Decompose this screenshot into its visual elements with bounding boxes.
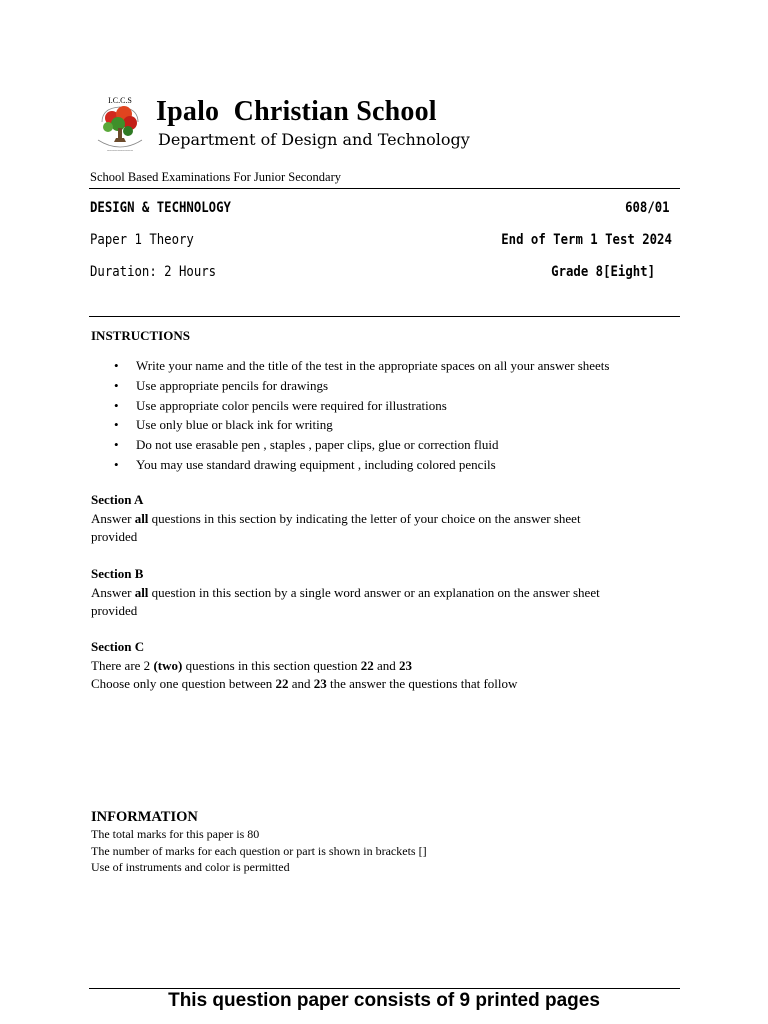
exam-type: School Based Examinations For Junior Secondary [90,170,342,184]
information-title: INFORMATION [91,809,198,825]
bullet-icon: • [114,417,119,433]
department-name: Department of Design and Technology [158,130,470,149]
list-item: • Use only blue or black ink for writing [114,415,609,435]
instructions-list [114,356,609,475]
logo-text: I.C.C.S [108,96,132,105]
list-item: • Write your name and the title of the test in the appropriate spaces on all your answer sheets [114,356,609,376]
subject-title: DESIGN & TECHNOLOGY [90,200,231,216]
section-b-text-2: provided [91,603,138,618]
section-a-title: Section A [91,492,144,507]
svg-text:~~~~~~~~~~~~: ~~~~~~~~~~~~ [107,148,133,153]
duration: Duration: 2 Hours [90,264,217,280]
section-b [91,565,671,621]
section-a-text: Answer all questions in this section by indicating the letter of your choice on the answer sheet [91,510,581,526]
bullet-icon: • [114,437,119,453]
page-count-footer: This question paper consists of 9 printed pages [168,990,600,1011]
tree-logo-icon [92,94,148,156]
bottom-divider [89,988,680,989]
section-c [91,638,671,694]
paper-code: 608/01 [625,200,670,216]
section-b-title: Section B [91,566,144,581]
school-logo [92,94,148,156]
bullet-icon: • [114,358,119,373]
list-item: • You may use standard drawing equipment , including colored pencils [114,455,609,475]
section-c-text: There are 2 (two) questions in this section question 22 and 23 [91,657,412,673]
info-line: The number of marks for each question or part is shown in brackets [] [91,843,427,858]
information-lines [91,826,427,876]
grade: Grade 8[Eight] [551,264,655,280]
top-divider [89,188,680,189]
section-b-text: Answer all question in this section by a single word answer or an explanation on the answer sheet [91,584,600,600]
bullet-icon: • [114,456,119,472]
section-c-title: Section C [91,639,145,654]
list-item: • Use appropriate color pencils were required for illustrations [114,396,609,416]
section-a-text-2: provided [91,529,138,544]
middle-divider [89,316,680,317]
bullet-icon: • [114,377,119,393]
term-test: End of Term 1 Test 2024 [501,232,672,248]
list-item: • Use appropriate pencils for drawings [114,376,609,396]
school-name: Ipalo Christian School [156,96,437,127]
bullet-icon: • [114,397,119,413]
instructions-title: INSTRUCTIONS [91,328,190,343]
info-line: The total marks for this paper is 80 [91,827,260,841]
section-a [91,491,671,547]
list-item: • Do not use erasable pen , staples , paper clips, glue or correction fluid [114,435,609,455]
paper-name: Paper 1 Theory [90,232,194,248]
info-line: Use of instruments and color is permitted [91,860,290,874]
section-c-text-2: Choose only one question between 22 and 23 the answer the questions that follow [91,676,518,691]
